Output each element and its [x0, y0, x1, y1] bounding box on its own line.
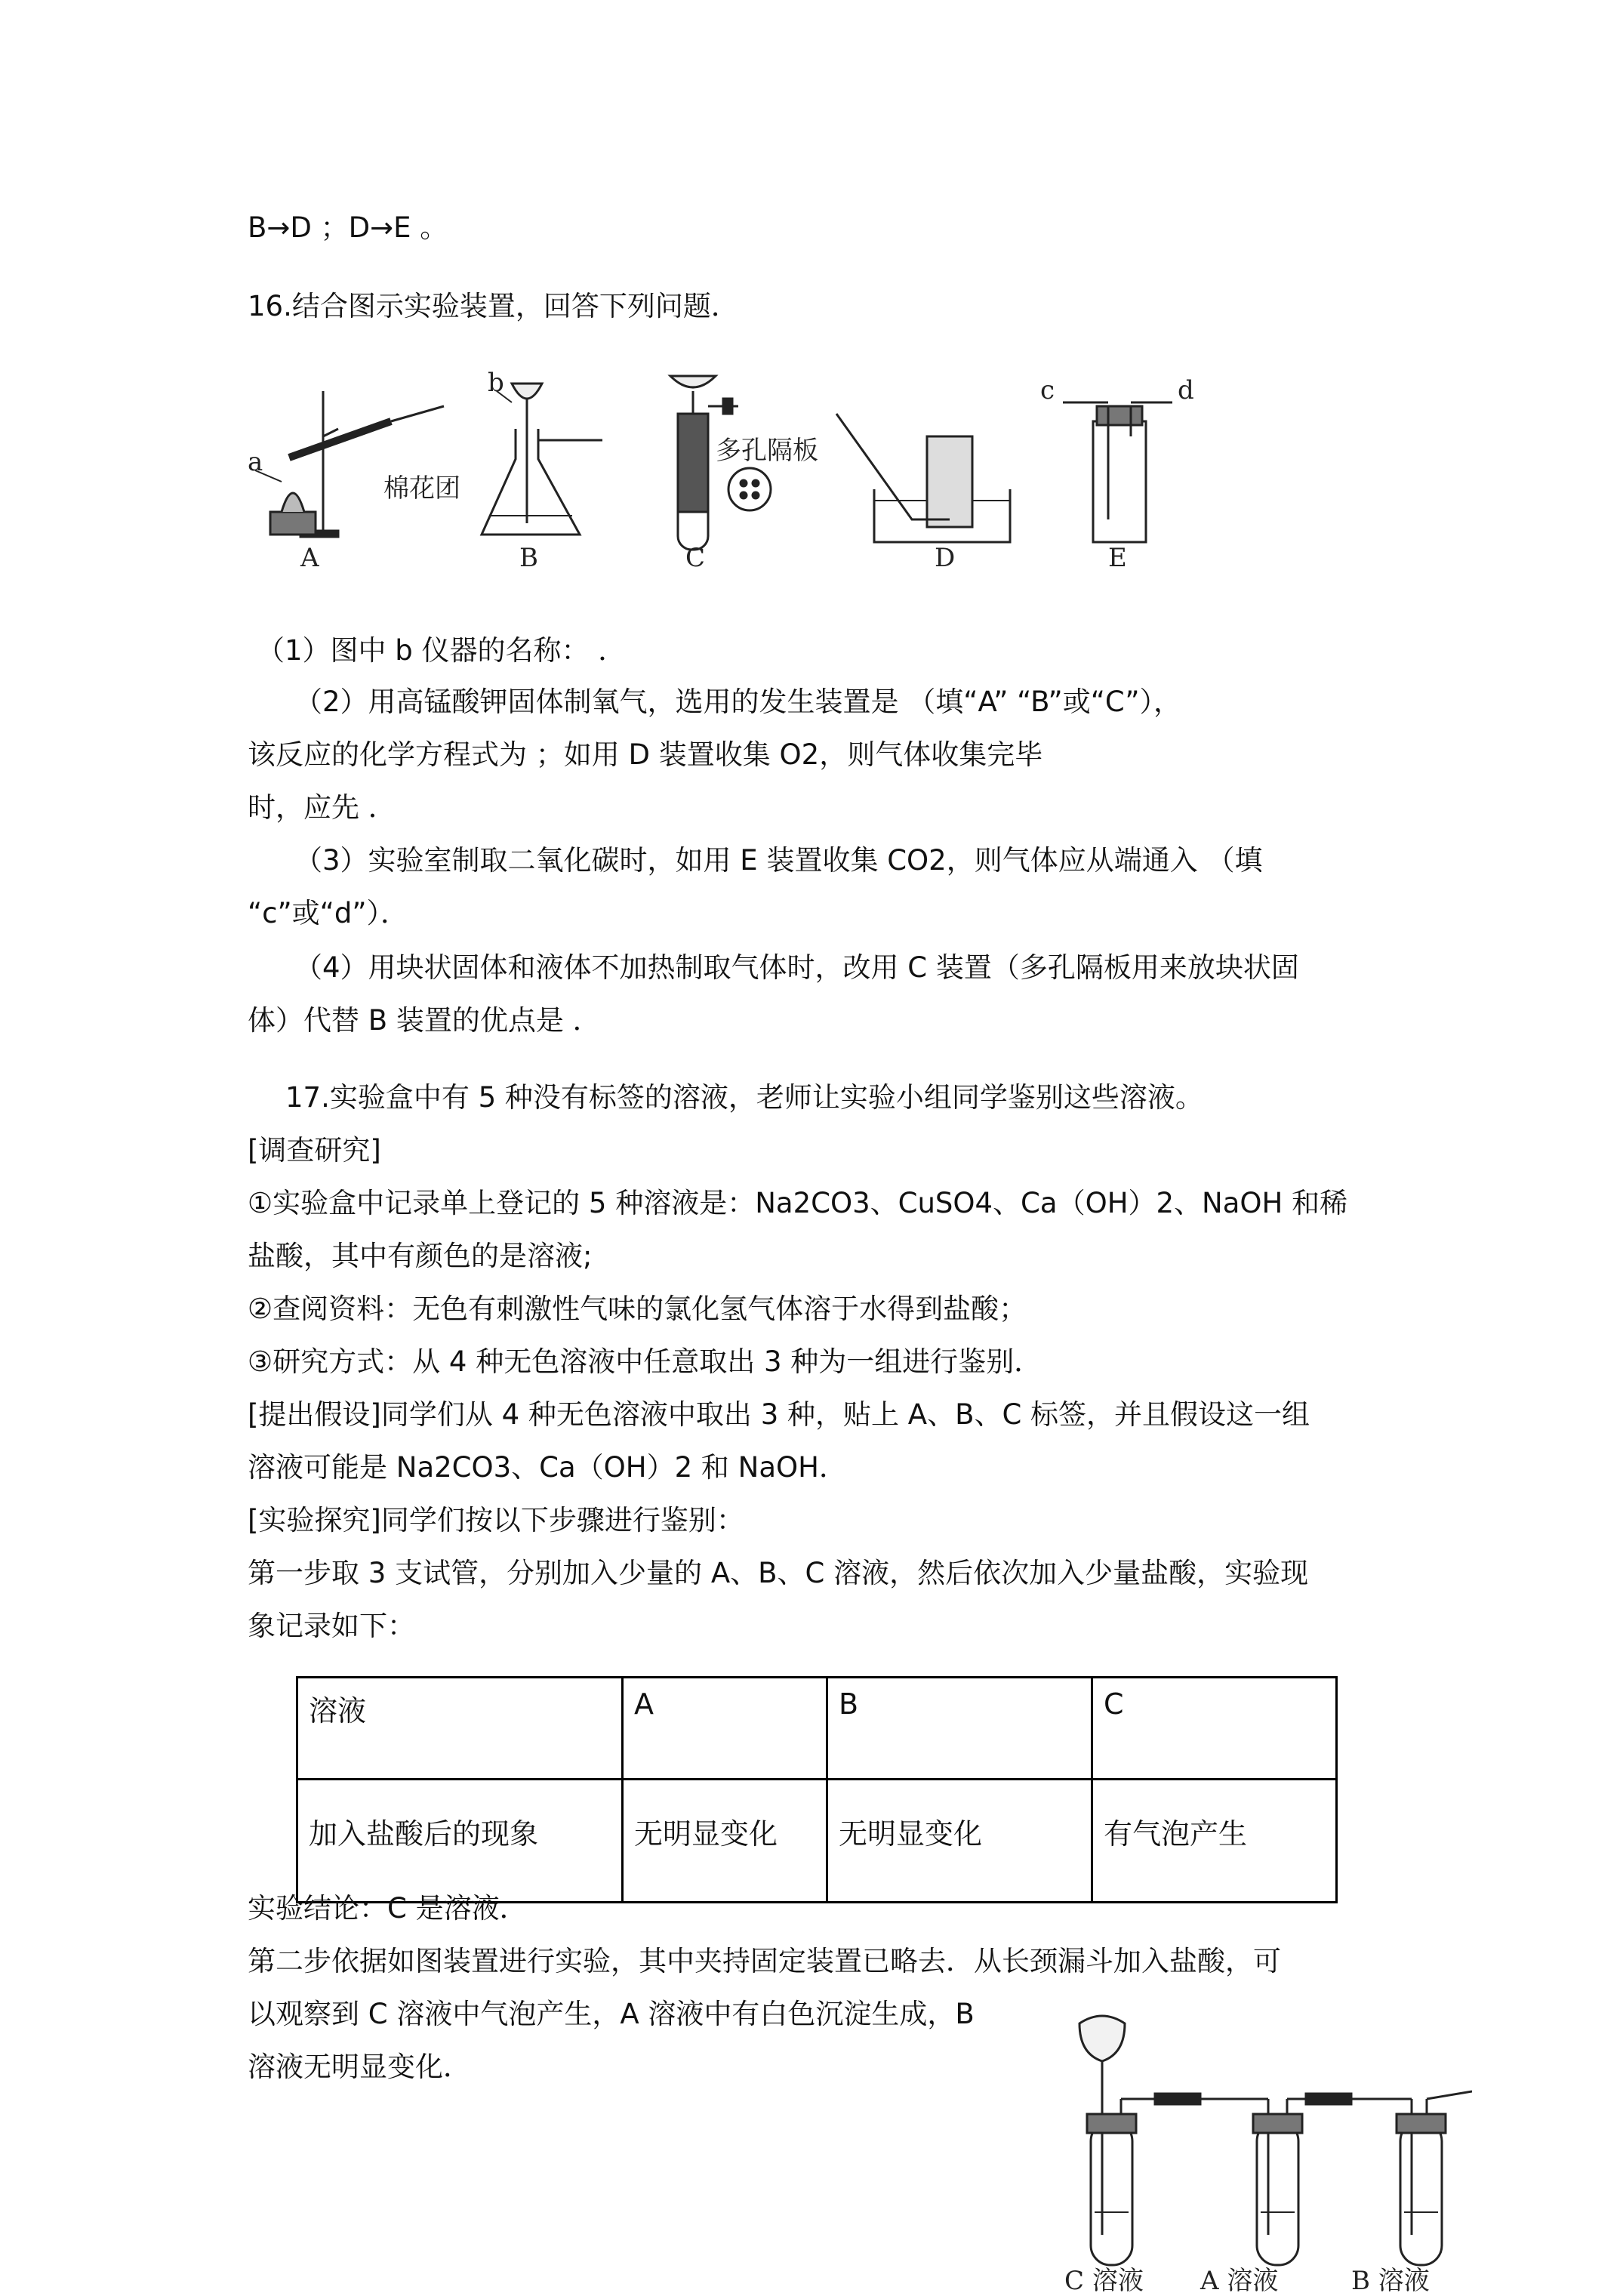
experiment-line-2: 第一步取 3 支试管，分别加入少量的 A、B、C 溶液，然后依次加入少量盐酸，实验现 — [248, 1557, 1309, 1589]
table-cell: 无明显变化 — [827, 1780, 1092, 1903]
tube-label-c: C 溶液 — [1064, 2266, 1144, 2295]
label-b: b — [488, 368, 504, 398]
caption-c: C — [685, 543, 706, 573]
section-research: [调查研究] — [248, 1134, 381, 1166]
hypothesis-line-2: 溶液可能是 Na2CO3、Ca（OH）2 和 NaOH． — [248, 1451, 847, 1484]
label-a: a — [248, 447, 263, 477]
apparatus-a — [255, 391, 444, 537]
caption-d: D — [935, 543, 956, 573]
question-16-title: 16.结合图示实验装置，回答下列问题． — [248, 290, 739, 322]
label-c: c — [1040, 375, 1055, 405]
observation-table — [296, 1676, 1338, 1903]
step-2-line-1: 第二步依据如图装置进行实验，其中夹持固定装置已略去．从长颈漏斗加入盐酸，可 — [248, 1945, 1281, 1977]
research-item-1-line-2: 盐酸，其中有颜色的是溶液; — [248, 1240, 593, 1272]
research-item-1-line-1: ①实验盒中记录单上登记的 5 种溶液是：Na2CO3、CuSO4、Ca（OH）2、NaOH 和稀 — [248, 1187, 1348, 1219]
question-16-part-3-line-1: （3）实验室制取二氧化碳时，如用 E 装置收集 CO2，则气体应从端通入 （填 — [294, 844, 1263, 877]
table-cell: C — [1092, 1678, 1337, 1780]
label-cotton: 棉花团 — [383, 473, 460, 504]
table-row — [297, 1780, 1337, 1903]
table-cell: 无明显变化 — [623, 1780, 827, 1903]
answer-line-b-d-d-e: B→D ；D→E 。 — [248, 211, 448, 244]
apparatus-e — [1063, 402, 1172, 542]
caption-b: B — [519, 543, 538, 573]
hypothesis-line-1: [提出假设]同学们从 4 种无色溶液中取出 3 种，贴上 A、B、C 标签，并且假设这一组 — [248, 1398, 1310, 1431]
table-cell: 溶液 — [297, 1678, 623, 1780]
question-16-part-1: （1）图中 b 仪器的名称： ． — [257, 634, 627, 667]
table-cell: 加入盐酸后的现象 — [297, 1780, 623, 1903]
caption-a: A — [300, 543, 319, 573]
question-17-title: 17.实验盒中有 5 种没有标签的溶液，老师让实验小组同学鉴别这些溶液。 — [285, 1081, 1203, 1114]
label-d: d — [1178, 375, 1194, 405]
question-16-part-2-line-1: （2）用高锰酸钾固体制氧气，选用的发生装置是 （填“A” “B”或“C”）， — [294, 686, 1182, 718]
label-porous-plate: 多孔隔板 — [716, 436, 818, 466]
tube-label-b: B 溶液 — [1351, 2266, 1430, 2295]
question-16-part-2-line-2: 该反应的化学方程式为 ；如用 D 装置收集 O2，则气体收集完毕 — [248, 738, 1043, 771]
step-2-line-2: 以观察到 C 溶液中气泡产生，A 溶液中有白色沉淀生成，B — [248, 1998, 975, 2030]
experiment-conclusion: 实验结论：C 是溶液． — [248, 1892, 528, 1925]
question-16-part-4-line-1: （4）用块状固体和液体不加热制取气体时，改用 C 装置（多孔隔板用来放块状固 — [294, 951, 1299, 984]
research-item-2: ②查阅资料：无色有刺激性气味的氯化氢气体溶于水得到盐酸； — [248, 1293, 1027, 1325]
question-16-part-2-line-3: 时，应先 ． — [248, 791, 396, 824]
caption-e: E — [1108, 543, 1127, 573]
apparatus-b — [482, 384, 602, 535]
tube-label-a: A 溶液 — [1200, 2266, 1279, 2295]
question-16-part-4-line-2: 体）代替 B 装置的优点是 ． — [248, 1004, 601, 1037]
experiment-line-3: 象记录如下： — [248, 1610, 415, 1642]
table-cell: A — [623, 1678, 827, 1780]
connected-test-tubes-figure — [1064, 2008, 1472, 2295]
table-cell: 有气泡产生 — [1092, 1780, 1337, 1903]
research-item-3: ③研究方式：从 4 种无色溶液中任意取出 3 种为一组进行鉴别． — [248, 1345, 1042, 1378]
step-2-line-3: 溶液无明显变化． — [248, 2051, 471, 2083]
table-cell: B — [827, 1678, 1092, 1780]
experiment-line-1: [实验探究]同学们按以下步骤进行鉴别： — [248, 1504, 744, 1536]
table-row — [297, 1678, 1337, 1780]
question-16-part-3-line-2: “c”或“d”）． — [248, 897, 409, 929]
apparatus-d — [836, 414, 1010, 542]
apparatus-figure — [248, 368, 1229, 580]
